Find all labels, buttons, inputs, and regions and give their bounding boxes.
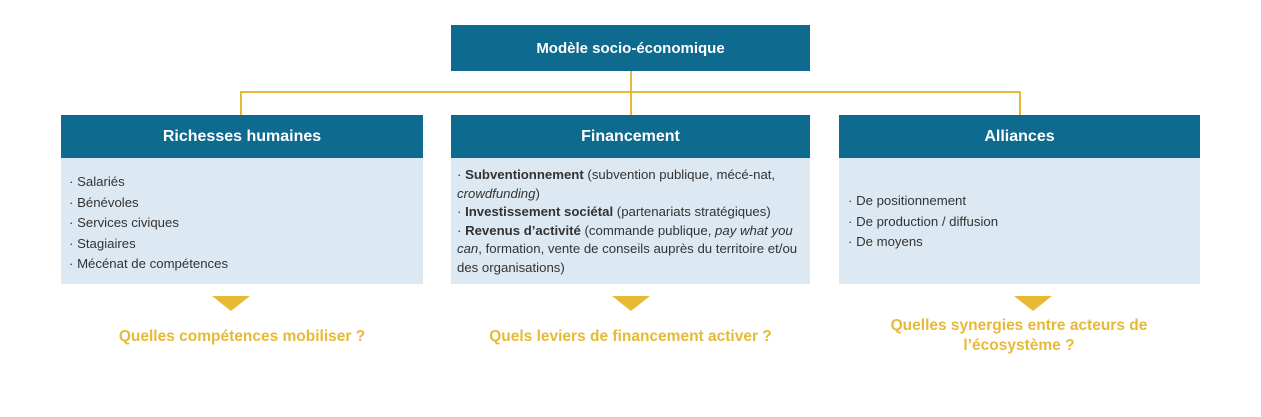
list-item: · Salariés [69, 174, 125, 189]
down-arrow-icon [612, 296, 650, 311]
alliances-list [848, 191, 1200, 253]
financement-list [457, 166, 800, 277]
list-item: · Bénévoles [69, 194, 139, 210]
model-title: Modèle socio-économique [536, 39, 725, 57]
list-item: · Stagiaires [69, 235, 136, 251]
column-header-richesses [61, 115, 423, 158]
down-arrow-icon [1014, 296, 1052, 311]
question-financement: Quels leviers de financement activer ? [489, 328, 772, 345]
question-richesses: Quelles compétences mobiliser ? [118, 328, 366, 345]
column-header-financement [451, 115, 810, 158]
list-item: · Services civiques [69, 215, 179, 230]
column-body-richesses [61, 158, 423, 284]
down-arrow-icon [212, 296, 250, 311]
column-header-label: Alliances [984, 127, 1055, 145]
list-item: · Subventionnement (subvention publique, mécé-nat, crowdfunding) [457, 167, 776, 201]
richesses-list [69, 172, 423, 275]
list-item: · Revenus d’activité (commande publique, pay what you can, formation, vente de conseils auprès du territoire et/ou des organisations) [457, 222, 798, 275]
column-header-alliances [839, 115, 1200, 158]
list-item: · De positionnement [848, 193, 967, 208]
column-header-label: Financement [581, 127, 680, 145]
list-item: · Investissement sociétal (partenariats stratégiques) [457, 204, 771, 219]
connector-vertical-top [630, 71, 632, 92]
column-body-alliances [839, 158, 1200, 284]
list-item: · De production / diffusion [848, 213, 999, 229]
question-alliances: Quelles synergies entre acteurs de l’écosystème ? [890, 317, 1148, 354]
model-title-box [451, 25, 810, 71]
column-body-financement [451, 158, 810, 284]
list-item: · De moyens [848, 234, 923, 249]
connector-drop-right [1019, 91, 1021, 115]
column-header-label: Richesses humaines [162, 127, 322, 145]
connector-drop-center [630, 91, 632, 115]
connector-drop-left [240, 91, 242, 115]
list-item: · Mécénat de compétences [69, 256, 229, 271]
